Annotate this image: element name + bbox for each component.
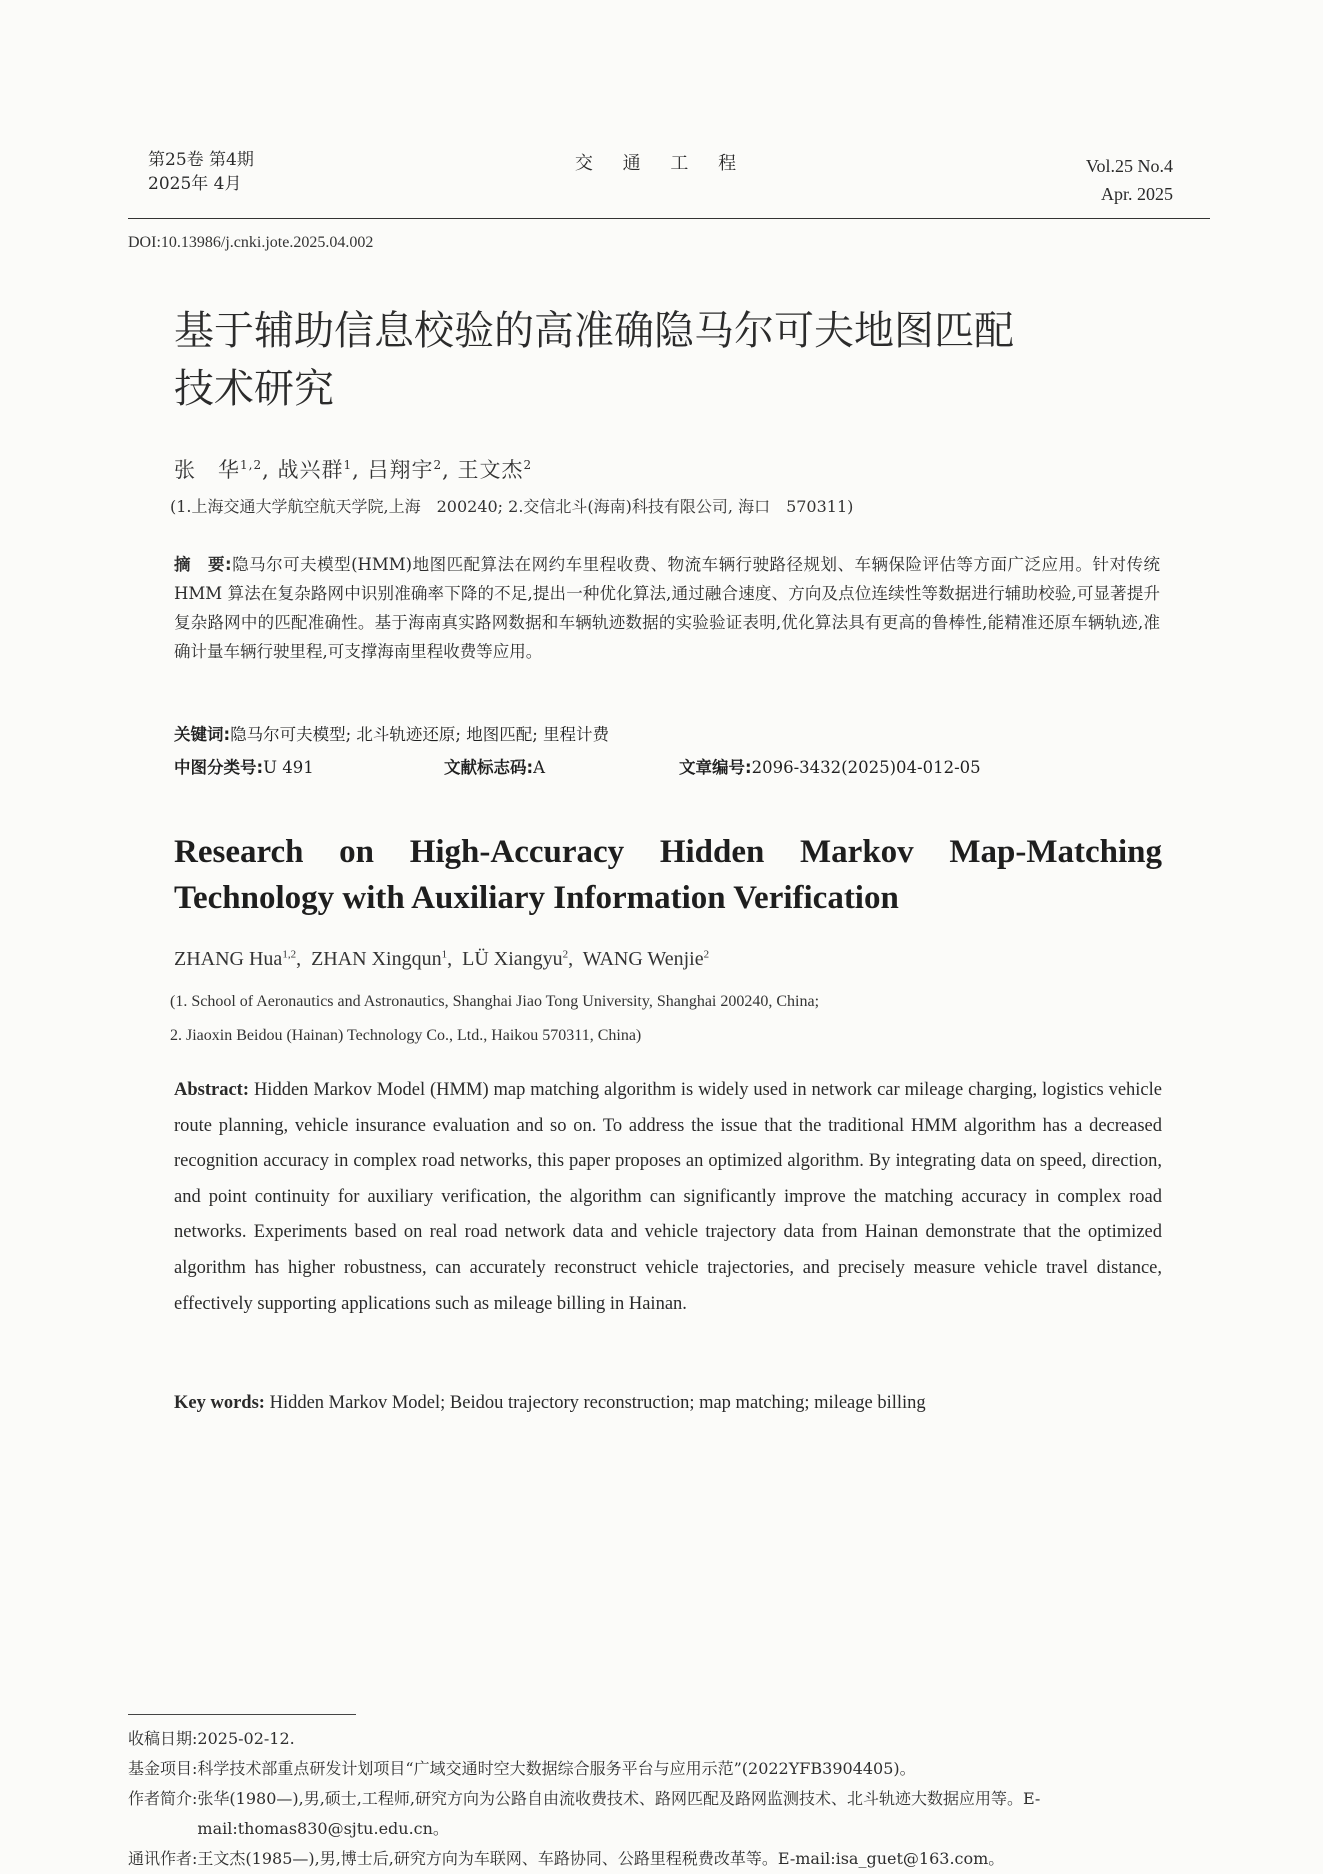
keywords-en [174, 1393, 926, 1414]
author-en: ZHAN Xingqun [311, 948, 442, 970]
keywords-en-text: Hidden Markov Model; Beidou trajectory reconstruction; map matching; mileage billing [269, 1393, 926, 1413]
date-cn: 2025年 4月 [148, 174, 242, 194]
author-en: ZHANG Hua [174, 948, 283, 970]
abstract-cn-label: 摘 要: [174, 555, 232, 574]
abstract-cn-text: 隐马尔可夫模型(HMM)地图匹配算法在网约车里程收费、物流车辆行驶路径规划、车辆保险评估等方面广泛应用。针对传统 HMM 算法在复杂路网中识别准确率下降的不足,提出一种优化算法,通过融合速度、方向及点位连续性等数据进行辅助校验,可显著提升复杂路网中的匹配准确性。基于海南真实路网数据和车辆轨迹数据的实验验证表明,优化算法具有更高的鲁棒性,能精准还原车辆轨迹,准确计量车辆行驶里程,可支撑海南里程收费等应用。 [174, 555, 1160, 661]
abstract-cn [174, 550, 1160, 666]
title-cn-line: 技术研究 [174, 366, 334, 412]
abstract-en-label: Abstract: [174, 1080, 250, 1100]
footnote-label: 基金项目: [128, 1759, 198, 1778]
keywords-cn [174, 721, 609, 745]
author-affil-sup: 1 [343, 458, 353, 472]
journal-name: 交 通 工 程 [574, 153, 749, 174]
title-cn [174, 302, 1174, 418]
author-affil-sup: 2 [703, 948, 710, 961]
title-en-line: Technology with Auxiliary Information Verification [174, 880, 899, 916]
footnote-received [128, 1724, 1208, 1754]
footnote-label: 收稿日期: [128, 1729, 198, 1748]
author-affil-sup: 2 [562, 948, 569, 961]
author-en: LÜ Xiangyu [462, 948, 563, 970]
article-number-label: 文章编号: [679, 758, 752, 777]
title-cn-line: 基于辅助信息校验的高准确隐马尔可夫地图匹配 [174, 308, 1014, 354]
author-cn: 王文杰 [457, 458, 524, 482]
keywords-en-label: Key words: [174, 1393, 265, 1413]
date-en: Apr. 2025 [1101, 184, 1173, 204]
keywords-cn-text: 隐马尔可夫模型; 北斗轨迹还原; 地图匹配; 里程计费 [230, 725, 610, 744]
volume-issue-cn: 第25卷 第4期 [148, 150, 254, 170]
affiliation-cn: (1.上海交通大学航空航天学院,上海 200240; 2.交信北斗(海南)科技有限公司, 海口 570311) [170, 497, 854, 516]
footnote-text: 张华(1980—),男,硕士,工程师,研究方向为公路自由流收费技术、路网匹配及路网监测技术、北斗轨迹大数据应用等。E-mail:thomas830@sjtu.edu.cn。 [197, 1789, 1041, 1838]
doc-code-label: 文献标志码: [444, 758, 534, 777]
footnote-text: 科学技术部重点研发计划项目“广域交通时空大数据综合服务平台与应用示范”(2022YFB3904405)。 [197, 1759, 916, 1778]
doi: DOI:10.13986/j.cnki.jote.2025.04.002 [128, 234, 374, 251]
abstract-en [174, 1073, 1162, 1322]
author-affil-sup: 1,2 [282, 948, 297, 961]
footnote-label: 通讯作者: [128, 1849, 198, 1868]
title-en [174, 829, 1162, 921]
footnote-fund [128, 1754, 1208, 1784]
journal-header-right [1086, 152, 1173, 208]
author-cn: 战兴群 [277, 458, 344, 482]
clc-number [174, 754, 444, 778]
footnote-author-bio [128, 1784, 1208, 1844]
article-number-value: 2096-3432(2025)04-012-05 [751, 758, 981, 777]
author-cn: 吕翔宇 [367, 458, 434, 482]
article-number [679, 754, 981, 778]
affiliation-en-line: (1. School of Aeronautics and Astronautics, Shanghai Jiao Tong University, Shanghai 200240, China; [170, 993, 820, 1010]
classification-row [174, 754, 1174, 778]
keywords-cn-label: 关键词: [174, 725, 231, 744]
author-affil-sup: 2 [433, 458, 443, 472]
title-en-line: Research on High-Accuracy Hidden Markov Map-Matching [174, 834, 1162, 870]
abstract-en-text: Hidden Markov Model (HMM) map matching algorithm is widely used in network car mileage charging, logistics vehicle route planning, vehicle insurance evaluation and so on. To address the issue that the traditional HMM algorithm has a decreased recognition accuracy in complex road networks, this paper proposes an optimized algorithm. By integrating data on speed, direction, and point continuity for auxiliary verification, the algorithm can significantly improve the matching accuracy in complex road networks. Experiments based on real road network data and vehicle trajectory data from Hainan demonstrate that the optimized algorithm has higher robustness, can accurately reconstruct vehicle trajectories, and precisely measure vehicle travel distance, effectively supporting applications such as mileage billing in Hainan. [174, 1080, 1162, 1314]
footnote-text: 2025-02-12. [197, 1729, 295, 1748]
footnote-label: 作者简介: [128, 1789, 198, 1808]
author-en: WANG Wenjie [582, 948, 704, 970]
footnotes [128, 1724, 1208, 1874]
footnote-text: 王文杰(1985—),男,博士后,研究方向为车联网、车路协同、公路里程税费改革等。E-mail:isa_guet@163.com。 [197, 1849, 1005, 1868]
volume-issue-en: Vol.25 No.4 [1085, 156, 1173, 176]
doc-code [444, 754, 679, 778]
clc-label: 中图分类号: [174, 758, 264, 777]
author-affil-sup: 1,2 [240, 458, 263, 472]
affiliation-en-line: 2. Jiaoxin Beidou (Hainan) Technology Co., Ltd., Haikou 570311, China) [170, 1027, 642, 1044]
footnote-rule [128, 1714, 356, 1715]
author-cn: 张 华 [174, 458, 240, 482]
author-affil-sup: 2 [523, 458, 533, 472]
header-rule [128, 218, 1210, 219]
authors-cn: 张 华$^{1,2}$, 战兴群$^1$, 吕翔宇$^2$, 王文杰$^2$ [174, 458, 533, 482]
authors-en: ZHANG Hua$^{1,2}$, ZHAN Xingqun$^1$, LÜ Xiangyu$^2$, WANG Wenjie$^2$ [174, 948, 710, 970]
clc-value: U 491 [263, 758, 314, 777]
affiliation-en [170, 985, 819, 1053]
footnote-corresponding [128, 1844, 1208, 1874]
author-affil-sup: 1 [441, 948, 448, 961]
doc-code-value: A [533, 758, 546, 777]
